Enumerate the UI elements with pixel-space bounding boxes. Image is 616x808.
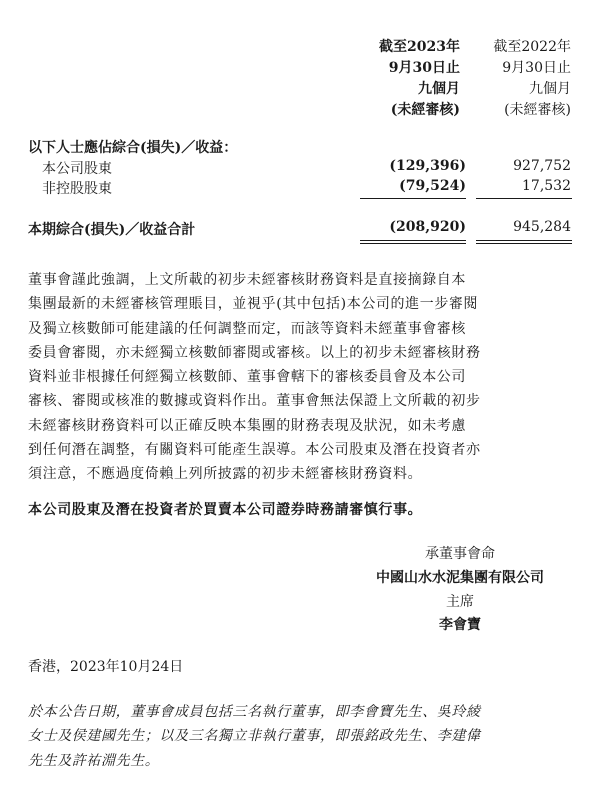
total-double-rule-2023-a	[360, 240, 466, 241]
signature-company: 中國山水水泥集團有限公司	[376, 570, 544, 586]
paragraph-line: 資料並非根據任何經獨立核數師、董事會轄下的審核委員會及本公司	[28, 369, 466, 386]
total-label: 本期綜合(損失)／收益合計	[28, 222, 196, 238]
header-2022	[440, 37, 571, 121]
section-title: 以下人士應佔綜合(損失)／收益：	[28, 140, 238, 156]
total-double-rule-2022-b	[476, 243, 572, 244]
header-2022-line3: 九個月	[529, 81, 571, 97]
subtotal-rule-2022	[476, 198, 572, 199]
paragraph-line: 審核、審閱或核准的數據或資料作出。董事會無法保證上文所載的初步	[28, 393, 481, 410]
row-value-2023-noncontrolling: (79,524)	[399, 178, 466, 194]
header-2022-line4: (未經審核)	[504, 102, 571, 118]
disclaimer-paragraph	[28, 268, 578, 487]
row-value-2023-shareholders: (129,396)	[389, 158, 466, 174]
paragraph-line: 須注意，不應過度倚賴上列所披露的初步未經審核財務資料。	[28, 466, 423, 483]
header-2023-line2: 9月30日止	[388, 60, 460, 76]
row-value-2022-shareholders: 927,752	[513, 158, 571, 174]
header-2023-line1: 截至2023年	[379, 39, 460, 55]
header-2022-line1: 截至2022年	[493, 39, 571, 55]
paragraph-line: 委員會審閱，亦未經獨立核數師審閱或審核。以上的初步未經審核財務	[28, 344, 481, 361]
caution-statement: 本公司股東及潛在投資者於買賣本公司證券時務請審慎行事。	[28, 502, 423, 518]
signature-name: 李會寶	[439, 617, 481, 633]
paragraph-line: 集團最新的未經審核管理賬目，並視乎(其中包括)本公司的進一步審閱	[28, 296, 479, 313]
place-date: 香港，2023年10月24日	[28, 659, 184, 675]
subtotal-rule-2023	[360, 198, 466, 199]
paragraph-line: 未經審核財務資料可以正確反映本集團的財務表現及狀況，如未考慮	[28, 417, 466, 434]
row-label-noncontrolling: 非控股股東	[42, 181, 112, 197]
paragraph-line: 及獨立核數師可能建議的任何調整而定，而該等資料未經董事會審核	[28, 320, 466, 337]
header-2022-line2: 9月30日止	[502, 60, 571, 76]
total-value-2023: (208,920)	[389, 219, 466, 235]
total-double-rule-2022-a	[476, 240, 572, 241]
row-value-2022-noncontrolling: 17,532	[522, 178, 571, 194]
paragraph-line: 董事會謹此強調，上文所載的初步未經審核財務資料是直接摘錄自本	[28, 272, 466, 288]
total-double-rule-2023-b	[360, 243, 466, 244]
footer-line: 於本公告日期，董事會成員包括三名執行董事，即李會寶先生、吳玲綾	[28, 704, 481, 720]
header-2023-line4: (未經審核)	[390, 102, 460, 118]
signature-title: 主席	[446, 594, 474, 610]
signature-by-order: 承董事會命	[425, 546, 495, 562]
paragraph-line: 到任何潛在調整，有關資料可能產生誤導。本公司股東及潛在投資者亦	[28, 442, 481, 459]
footer-line: 女士及侯建國先生；以及三名獨立非執行董事，即張銘政先生、李建偉	[28, 728, 481, 745]
row-label-shareholders: 本公司股東	[42, 161, 112, 177]
total-value-2022: 945,284	[513, 219, 571, 235]
board-composition	[28, 700, 578, 773]
header-2023-line3: 九個月	[418, 81, 460, 97]
footer-line: 先生及許祐淵先生。	[28, 752, 160, 769]
